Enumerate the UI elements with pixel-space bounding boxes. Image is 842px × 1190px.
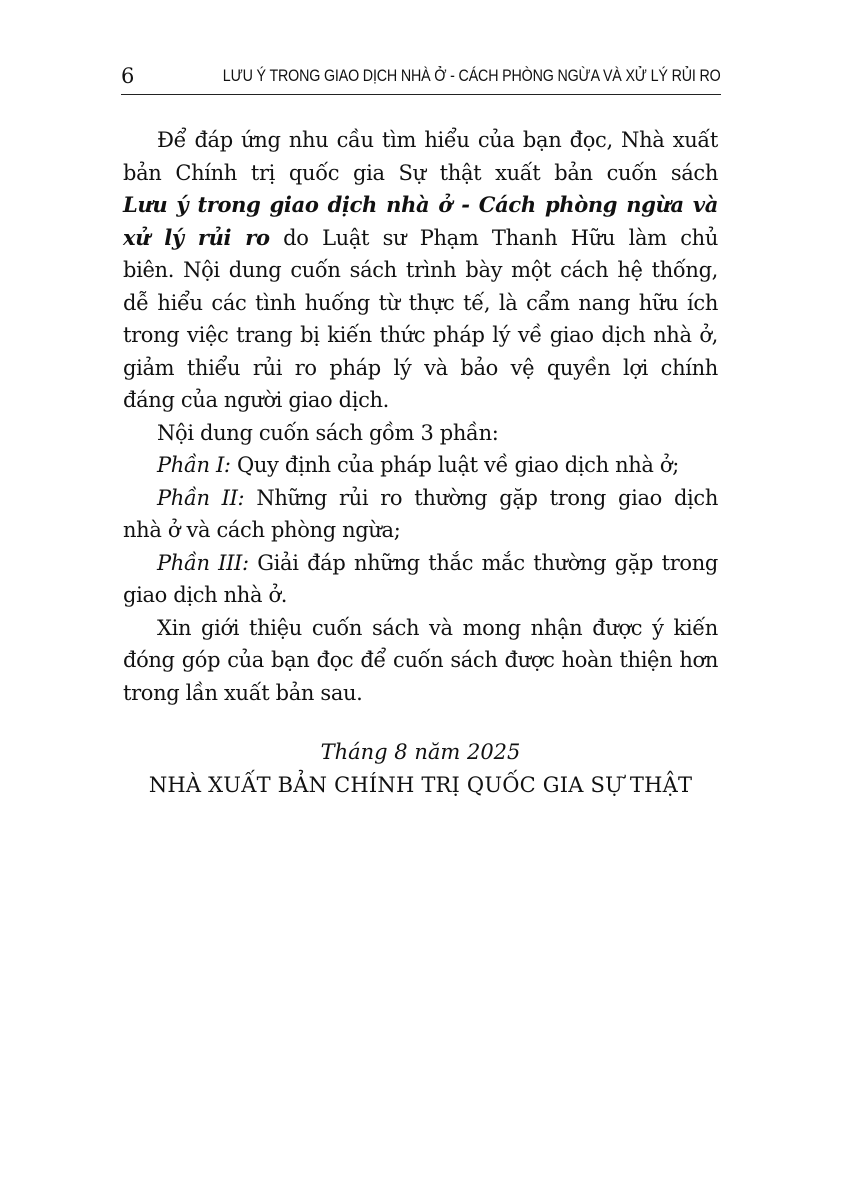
- part-item-continuation: giao dịch nhà ở.: [123, 583, 288, 607]
- part-item: [123, 547, 718, 580]
- paragraph-line: Xin giới thiệu cuốn sách và mong nhận được ý kiến: [157, 615, 718, 640]
- book-title-text: xử lý rủi ro: [123, 224, 270, 250]
- part-text: Quy định của pháp luật về giao dịch nhà ở;: [230, 453, 679, 477]
- part-text: Giải đáp những thắc mắc thường gặp trong: [248, 550, 718, 575]
- paragraph-line: giảm thiểu rủi ro pháp lý và bảo vệ quyền lợi chính: [123, 355, 718, 380]
- author-text: do Luật sư Phạm Thanh Hữu làm chủ: [269, 225, 718, 250]
- paragraph-line: trong lần xuất bản sau.: [123, 680, 363, 705]
- paragraph-line: trong việc trang bị kiến thức pháp lý về giao dịch nhà ở,: [123, 323, 718, 347]
- part-text: Những rủi ro thường gặp trong giao dịch: [244, 485, 718, 510]
- paragraph-line: biên. Nội dung cuốn sách trình bày một cách hệ thống,: [123, 258, 718, 282]
- part-item-continuation: nhà ở và cách phòng ngừa;: [123, 518, 401, 542]
- book-title-line: Lưu ý trong giao dịch nhà ở - Cách phòng ngừa và: [123, 192, 718, 217]
- preface-body: [123, 124, 718, 709]
- signoff-date: Tháng 8 năm 2025: [320, 740, 521, 764]
- page-number: 6: [121, 64, 135, 88]
- part-label: Phần II:: [157, 485, 245, 510]
- paragraph-line: Nội dung cuốn sách gồm 3 phần:: [157, 420, 499, 445]
- part-label: Phần III:: [157, 550, 249, 575]
- paragraph-line: bản Chính trị quốc gia Sự thật xuất bản cuốn sách: [123, 160, 718, 185]
- signoff-publisher: NHÀ XUẤT BẢN CHÍNH TRỊ QUỐC GIA SỰ THẬT: [148, 772, 693, 797]
- running-header: [121, 62, 721, 95]
- paragraph-line: [123, 222, 718, 255]
- part-label: Phần I:: [157, 453, 231, 477]
- paragraph-line: Để đáp ứng nhu cầu tìm hiểu của bạn đọc, Nhà xuất: [157, 128, 718, 152]
- signoff: [123, 736, 718, 801]
- running-title: LƯU Ý TRONG GIAO DỊCH NHÀ Ở - CÁCH PHÒNG NGỪA VÀ XỬ LÝ RỦI RO: [223, 66, 721, 85]
- paragraph-line: dễ hiểu các tình huống từ thực tế, là cẩm nang hữu ích: [123, 290, 718, 315]
- paragraph-line: đáng của người giao dịch.: [123, 388, 389, 412]
- paragraph-line: đóng góp của bạn đọc để cuốn sách được hoàn thiện hơn: [123, 648, 718, 672]
- part-item: [123, 482, 718, 515]
- part-item: [123, 449, 718, 482]
